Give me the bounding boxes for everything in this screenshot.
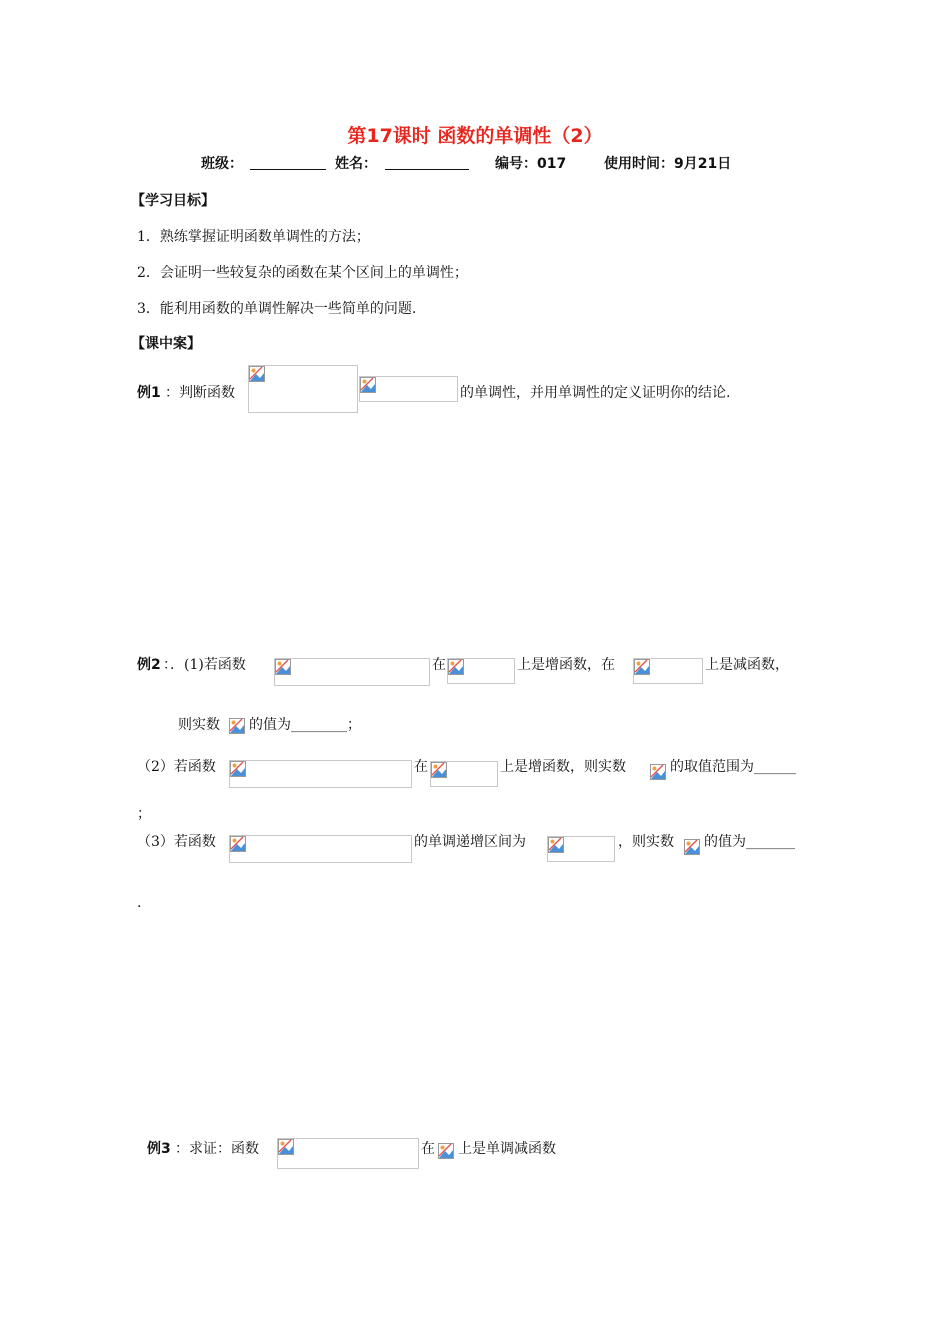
objective-item: 1．熟练掌握证明函数单调性的方法； — [137, 229, 370, 245]
example-2-text: （3）若函数 — [137, 834, 216, 850]
example-2-text: ，则实数 — [618, 834, 674, 850]
objective-item: 3．能利用函数的单调性解决一些简单的问题. — [137, 301, 417, 317]
date-label: 使用时间：9月21日 — [604, 156, 732, 172]
example-3-label: 例3 — [147, 1141, 171, 1157]
example-2-text: 的值为________； — [249, 717, 361, 733]
broken-image-icon — [548, 837, 564, 853]
example-2-text: （2）若函数 — [137, 759, 216, 775]
broken-image-icon — [431, 762, 447, 778]
formula-image — [684, 839, 702, 857]
example-2-text: 在 — [414, 759, 428, 775]
broken-image-icon — [684, 839, 700, 855]
formula-image — [650, 764, 668, 782]
example-3-text: 上是单调减函数 — [458, 1141, 556, 1157]
example-2-text: 的单调递增区间为 — [414, 834, 526, 850]
name-blank — [385, 153, 469, 170]
formula-image — [277, 1138, 419, 1169]
example-3-text: ：求证：函数 — [175, 1141, 259, 1157]
name-label: 姓名： — [335, 156, 377, 172]
class-blank — [250, 153, 326, 170]
example-2-text: 上是增函数，在 — [517, 657, 615, 673]
formula-image — [438, 1143, 456, 1161]
formula-image — [447, 658, 515, 684]
example-2-text: ； — [137, 806, 151, 822]
example-2-text: 在 — [432, 657, 446, 673]
formula-image — [229, 835, 412, 863]
example-2-text: 则实数 — [178, 717, 220, 733]
class-label: 班级： — [201, 156, 243, 172]
example-2-text: 上是增函数，则实数 — [500, 759, 626, 775]
formula-image — [633, 658, 703, 684]
objective-item: 2．会证明一些较复杂的函数在某个区间上的单调性； — [137, 265, 468, 281]
formula-image — [430, 761, 498, 787]
broken-image-icon — [438, 1143, 454, 1159]
example-2-text: ：．(1)若函数 — [163, 657, 246, 673]
formula-image — [248, 365, 358, 413]
lesson-heading: 【课中案】 — [131, 336, 201, 352]
example-2-label: 例2 — [137, 657, 161, 673]
example-2-text: 上是减函数， — [705, 657, 789, 673]
formula-image — [229, 760, 412, 788]
broken-image-icon — [634, 659, 650, 675]
broken-image-icon — [448, 659, 464, 675]
example-2-text: 的取值范围为______ — [670, 759, 796, 775]
example-3-text: 在 — [421, 1141, 435, 1157]
page-title: 第17课时 函数的单调性（2） — [347, 125, 603, 147]
broken-image-icon — [249, 366, 265, 382]
formula-image — [229, 718, 247, 736]
example-1-text: 的单调性，并用单调性的定义证明你的结论. — [460, 385, 731, 401]
broken-image-icon — [650, 764, 666, 780]
example-2-text: . — [137, 895, 142, 911]
broken-image-icon — [360, 377, 376, 393]
broken-image-icon — [230, 836, 246, 852]
formula-image — [547, 836, 615, 862]
number-label: 编号：017 — [495, 156, 567, 172]
example-1-label: 例1 — [137, 385, 161, 401]
broken-image-icon — [230, 761, 246, 777]
example-1-text: ：判断函数 — [165, 385, 235, 401]
formula-image — [359, 376, 458, 402]
broken-image-icon — [275, 659, 291, 675]
objectives-heading: 【学习目标】 — [131, 193, 215, 209]
formula-image — [274, 658, 430, 686]
example-2-text: 的值为_______ — [704, 834, 795, 850]
broken-image-icon — [229, 718, 245, 734]
broken-image-icon — [278, 1139, 294, 1155]
